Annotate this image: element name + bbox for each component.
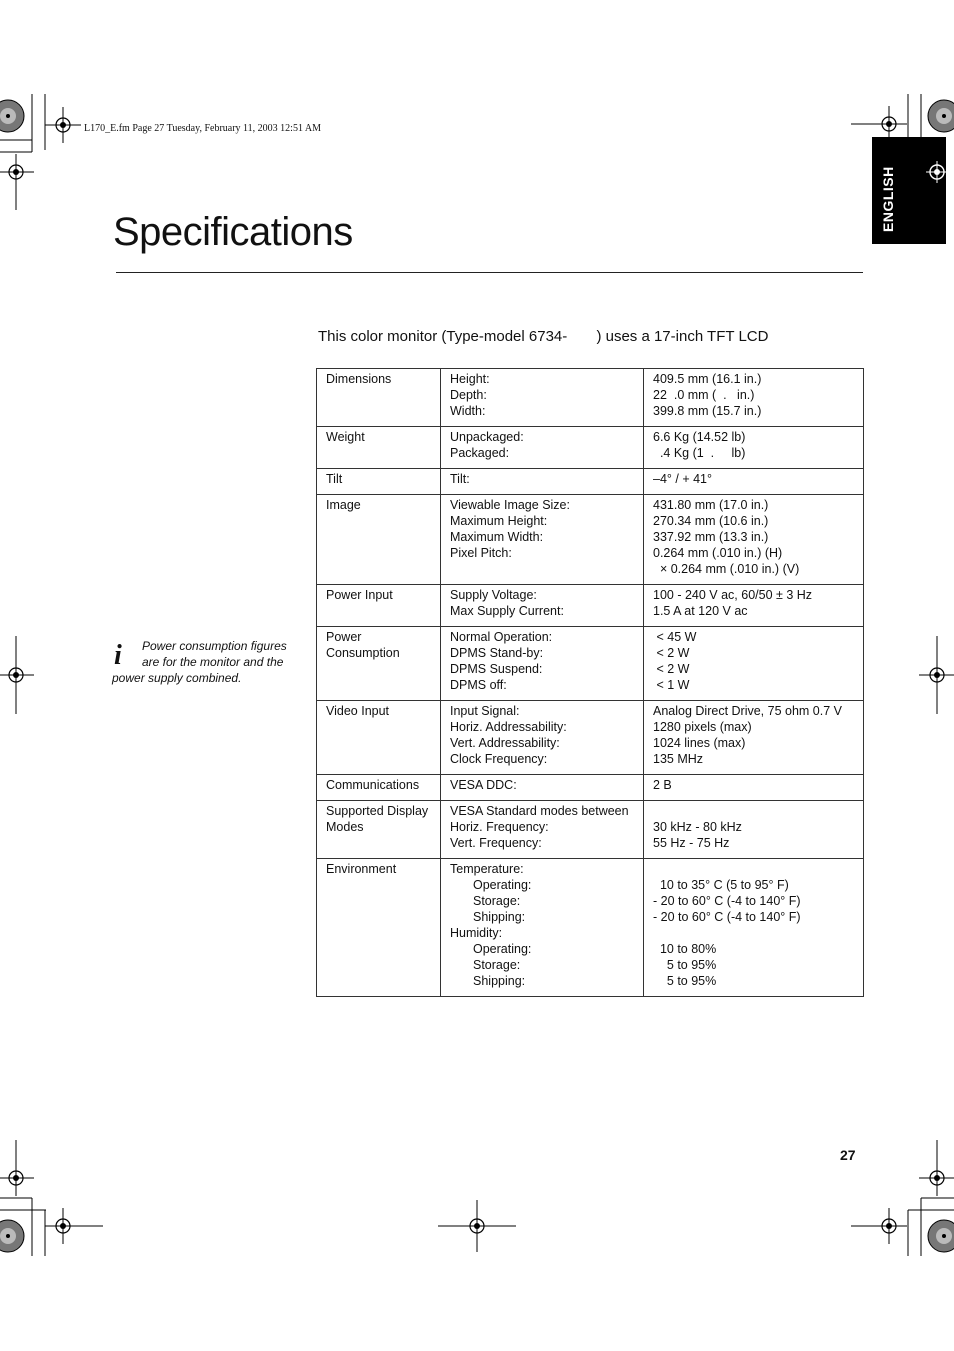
spec-value: 1.5 A at 120 V ac bbox=[653, 604, 748, 618]
spec-value-cell bbox=[644, 775, 864, 801]
spec-category-cell bbox=[317, 775, 441, 801]
spec-category-cell bbox=[317, 627, 441, 701]
spec-label: Pixel Pitch: bbox=[450, 546, 512, 560]
spec-category: Power bbox=[326, 630, 362, 644]
spec-label: Viewable Image Size: bbox=[450, 498, 570, 512]
spec-category-cell bbox=[317, 427, 441, 469]
spec-category: Image bbox=[326, 498, 361, 512]
spec-value: Analog Direct Drive, 75 ohm 0.7 V bbox=[653, 704, 842, 718]
spec-label: Shipping: bbox=[473, 910, 526, 924]
spec-category: Tilt bbox=[326, 472, 343, 486]
spec-value bbox=[653, 803, 854, 819]
spec-category: Modes bbox=[326, 820, 364, 834]
spec-label: Supply Voltage: bbox=[450, 588, 537, 602]
spec-value: < 2 W bbox=[653, 662, 690, 676]
registration-mark-icon bbox=[926, 161, 948, 183]
spec-category: Supported Display bbox=[326, 804, 429, 818]
spec-value: 6.6 Kg (14.52 lb) bbox=[653, 430, 746, 444]
spec-row bbox=[317, 859, 864, 997]
spec-value: 55 Hz - 75 Hz bbox=[653, 836, 730, 850]
spec-label-cell bbox=[441, 701, 644, 775]
spec-row bbox=[317, 801, 864, 859]
spec-value: - 20 to 60° C (-4 to 140° F) bbox=[653, 894, 801, 908]
spec-category-cell bbox=[317, 701, 441, 775]
spec-value: 5 to 95% bbox=[653, 974, 717, 988]
spec-label: Height: bbox=[450, 372, 490, 386]
spec-label-cell bbox=[441, 627, 644, 701]
info-icon: i bbox=[114, 640, 122, 671]
spec-label: Temperature: bbox=[450, 862, 524, 876]
spec-label bbox=[450, 561, 634, 577]
spec-category-cell bbox=[317, 495, 441, 585]
spec-value: 10 to 35° C (5 to 95° F) bbox=[653, 878, 789, 892]
spec-label: Horiz. Frequency: bbox=[450, 820, 549, 834]
spec-category-cell bbox=[317, 859, 441, 997]
spec-label-cell bbox=[441, 775, 644, 801]
note-line: Power consumption figures bbox=[142, 639, 287, 653]
spec-value-cell bbox=[644, 859, 864, 997]
spec-value: 30 kHz - 80 kHz bbox=[653, 820, 742, 834]
spec-row bbox=[317, 469, 864, 495]
spec-label: Maximum Width: bbox=[450, 530, 544, 544]
spec-row bbox=[317, 775, 864, 801]
spec-label: Tilt: bbox=[450, 472, 470, 486]
spec-label: Clock Frequency: bbox=[450, 752, 548, 766]
spec-value-cell bbox=[644, 369, 864, 427]
spec-label: Unpackaged: bbox=[450, 430, 524, 444]
spec-label: Depth: bbox=[450, 388, 487, 402]
spec-value: - 20 to 60° C (-4 to 140° F) bbox=[653, 910, 801, 924]
spec-value-cell bbox=[644, 627, 864, 701]
spec-label: Operating: bbox=[473, 878, 532, 892]
spec-category: Consumption bbox=[326, 646, 400, 660]
spec-value: < 45 W bbox=[653, 630, 697, 644]
spec-category: Weight bbox=[326, 430, 365, 444]
spec-row bbox=[317, 701, 864, 775]
spec-value: 22 .0 mm ( . in.) bbox=[653, 388, 755, 402]
spec-category: Power Input bbox=[326, 588, 393, 602]
spec-row bbox=[317, 369, 864, 427]
spec-label: Humidity: bbox=[450, 926, 503, 940]
spec-label-cell bbox=[441, 859, 644, 997]
spec-value-cell bbox=[644, 495, 864, 585]
spec-value: < 2 W bbox=[653, 646, 690, 660]
spec-value: 0.264 mm (.010 in.) (H) bbox=[653, 546, 783, 560]
language-tab bbox=[872, 137, 946, 244]
spec-label-cell bbox=[441, 469, 644, 495]
spec-label-cell bbox=[441, 369, 644, 427]
spec-value: 1024 lines (max) bbox=[653, 736, 746, 750]
spec-value: 1280 pixels (max) bbox=[653, 720, 752, 734]
specifications-table bbox=[316, 368, 864, 997]
spec-value-cell bbox=[644, 701, 864, 775]
spec-category: Environment bbox=[326, 862, 397, 876]
spec-category-cell bbox=[317, 801, 441, 859]
intro-text: This color monitor (Type-model 6734- ) uses a 17-inch TFT LCD bbox=[318, 328, 769, 345]
spec-label: DPMS Suspend: bbox=[450, 662, 543, 676]
spec-value bbox=[653, 861, 854, 877]
spec-value: × 0.264 mm (.010 in.) (V) bbox=[653, 562, 800, 576]
specifications-table-body bbox=[317, 369, 864, 997]
spec-value-cell bbox=[644, 469, 864, 495]
header-stamp: L170_E.fm Page 27 Tuesday, February 11, 2003 12:51 AM bbox=[84, 123, 322, 134]
spec-label-cell bbox=[441, 801, 644, 859]
spec-value: 409.5 mm (16.1 in.) bbox=[653, 372, 762, 386]
spec-label: DPMS off: bbox=[450, 678, 507, 692]
spec-category: Communications bbox=[326, 778, 420, 792]
spec-label: Max Supply Current: bbox=[450, 604, 564, 618]
spec-label: Maximum Height: bbox=[450, 514, 548, 528]
spec-label: Width: bbox=[450, 404, 486, 418]
spec-label: DPMS Stand-by: bbox=[450, 646, 544, 660]
spec-label: Vert. Addressability: bbox=[450, 736, 560, 750]
spec-category-cell bbox=[317, 585, 441, 627]
spec-row bbox=[317, 627, 864, 701]
spec-value-cell bbox=[644, 585, 864, 627]
spec-category: Video Input bbox=[326, 704, 390, 718]
note-line: power supply combined. bbox=[112, 671, 242, 685]
spec-category: Dimensions bbox=[326, 372, 392, 386]
spec-label: Normal Operation: bbox=[450, 630, 553, 644]
spec-row bbox=[317, 427, 864, 469]
spec-value: 399.8 mm (15.7 in.) bbox=[653, 404, 762, 418]
spec-value: 5 to 95% bbox=[653, 958, 717, 972]
spec-row bbox=[317, 495, 864, 585]
spec-label: Packaged: bbox=[450, 446, 510, 460]
page-number: 27 bbox=[840, 1147, 856, 1163]
spec-value: .4 Kg (1 . lb) bbox=[653, 446, 746, 460]
spec-label: Storage: bbox=[473, 894, 521, 908]
spec-label: VESA DDC: bbox=[450, 778, 517, 792]
spec-label-cell bbox=[441, 585, 644, 627]
spec-value: 100 - 240 V ac, 60/50 ± 3 Hz bbox=[653, 588, 813, 602]
spec-value: 2 B bbox=[653, 778, 672, 792]
spec-row bbox=[317, 585, 864, 627]
spec-value: 270.34 mm (10.6 in.) bbox=[653, 514, 769, 528]
spec-label: Storage: bbox=[473, 958, 521, 972]
page-title: Specifications bbox=[113, 210, 353, 254]
spec-label: VESA Standard modes between bbox=[450, 804, 629, 818]
spec-value: –4° / + 41° bbox=[653, 472, 712, 486]
spec-value: 10 to 80% bbox=[653, 942, 717, 956]
spec-label: Vert. Frequency: bbox=[450, 836, 542, 850]
spec-value-cell bbox=[644, 427, 864, 469]
spec-value: < 1 W bbox=[653, 678, 690, 692]
title-divider bbox=[116, 272, 863, 273]
spec-label: Shipping: bbox=[473, 974, 526, 988]
spec-label-cell bbox=[441, 495, 644, 585]
spec-label: Input Signal: bbox=[450, 704, 520, 718]
spec-value: 431.80 mm (17.0 in.) bbox=[653, 498, 769, 512]
note-line: are for the monitor and the bbox=[142, 655, 284, 669]
spec-value: 337.92 mm (13.3 in.) bbox=[653, 530, 769, 544]
spec-label: Operating: bbox=[473, 942, 532, 956]
spec-value-cell bbox=[644, 801, 864, 859]
language-tab-label: ENGLISH bbox=[880, 166, 896, 232]
spec-label-cell bbox=[441, 427, 644, 469]
spec-label: Horiz. Addressability: bbox=[450, 720, 567, 734]
spec-category-cell bbox=[317, 369, 441, 427]
spec-value: 135 MHz bbox=[653, 752, 704, 766]
spec-category-cell bbox=[317, 469, 441, 495]
spec-value bbox=[653, 925, 854, 941]
